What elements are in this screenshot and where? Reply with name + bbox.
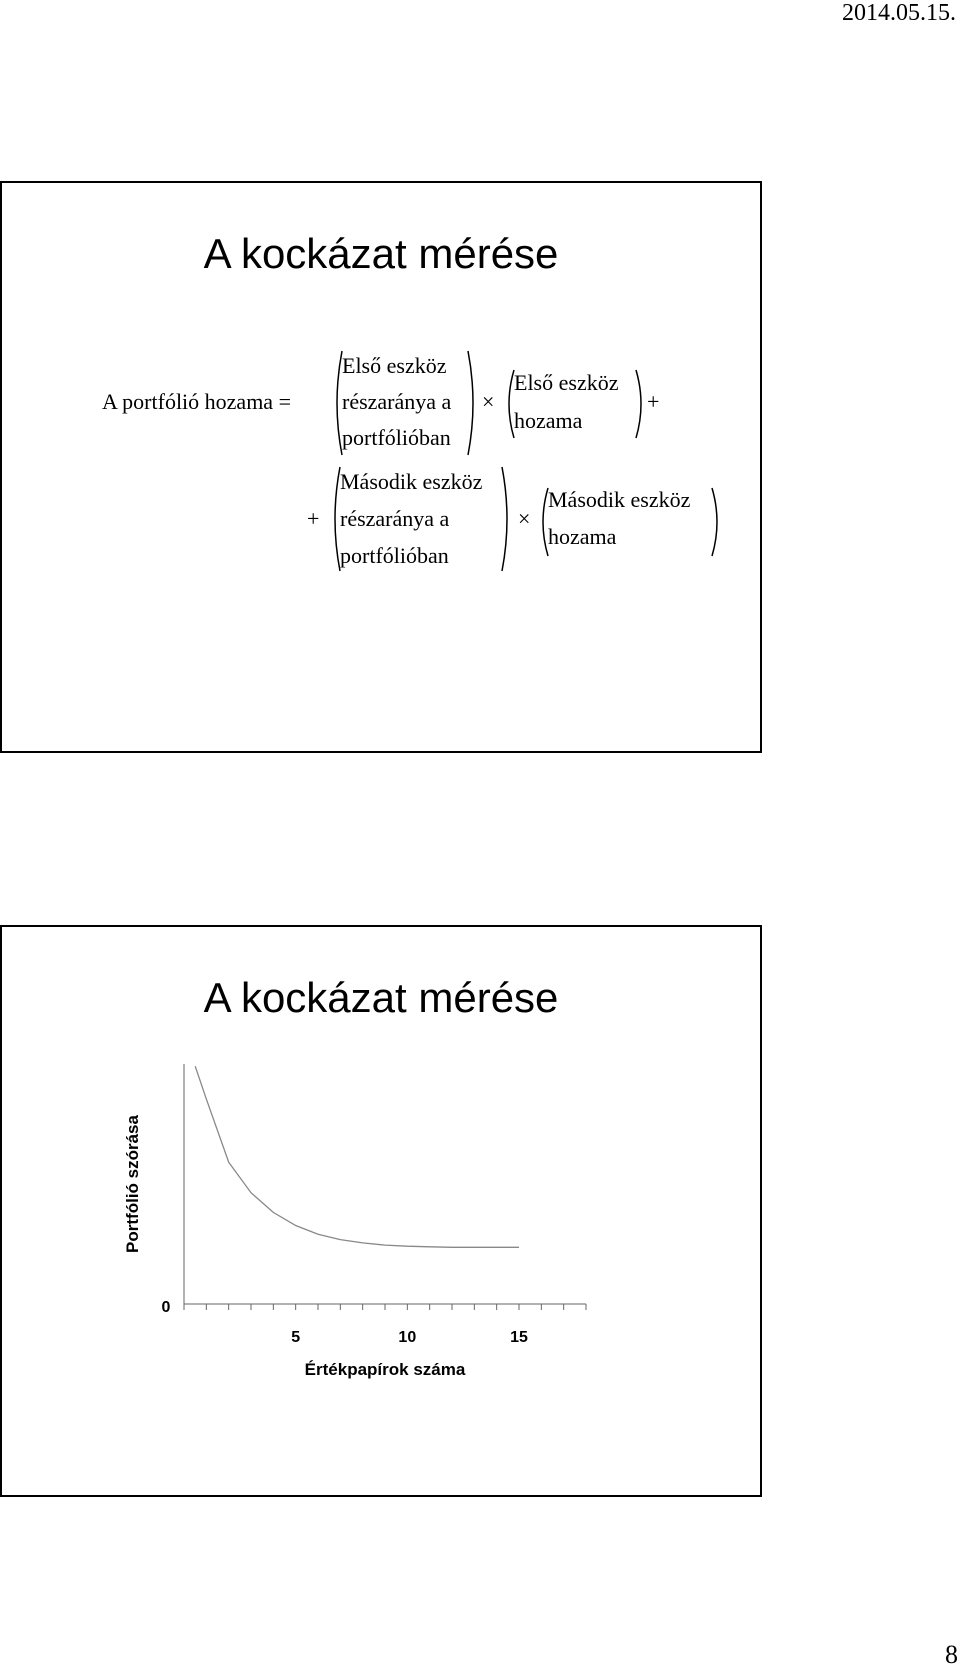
slide-formula	[0, 181, 762, 753]
term1-return-line1: Első eszköz	[514, 370, 619, 395]
term2-return-line1: Második eszköz	[548, 487, 691, 512]
plus-sign-1: +	[647, 389, 660, 414]
y-tick-label-0: 0	[161, 1299, 171, 1316]
right-paren-icon	[634, 368, 648, 440]
series-line	[195, 1066, 519, 1247]
x-axis-label: Értékpapírok száma	[304, 1360, 466, 1379]
term1-weight-line2: részaránya a	[342, 389, 452, 414]
x-tick-label-10: 10	[398, 1329, 417, 1346]
term1-return-line2: hozama	[514, 408, 583, 433]
right-paren-icon	[500, 465, 514, 573]
slide-title: A kockázat mérése	[203, 230, 559, 277]
diversification-chart	[102, 1062, 622, 1392]
y-axis-label: Portfólió szórása	[123, 1115, 142, 1253]
term2-weight-line1: Második eszköz	[340, 469, 483, 494]
page-date: 2014.05.15.	[842, 0, 956, 26]
x-tick-marks	[184, 1304, 586, 1310]
term2-weight-line2: részaránya a	[340, 506, 450, 531]
right-paren-icon	[710, 486, 724, 558]
times-sign-1: ×	[482, 389, 495, 414]
formula-lhs: A portfólió hozama =	[102, 389, 291, 414]
slide-chart	[0, 925, 762, 1497]
term1-weight-line1: Első eszköz	[342, 353, 447, 378]
x-tick-label-5: 5	[291, 1329, 301, 1346]
right-paren-icon	[466, 349, 480, 457]
term2-weight-line3: portfólióban	[340, 543, 449, 568]
x-tick-label-15: 15	[510, 1329, 528, 1346]
term1-weight-line3: portfólióban	[342, 425, 451, 450]
page-number: 8	[945, 1640, 958, 1669]
term2-return-line2: hozama	[548, 524, 617, 549]
times-sign-2: ×	[518, 506, 531, 531]
slide-title: A kockázat mérése	[203, 974, 559, 1021]
plus-sign-2: +	[307, 506, 320, 531]
